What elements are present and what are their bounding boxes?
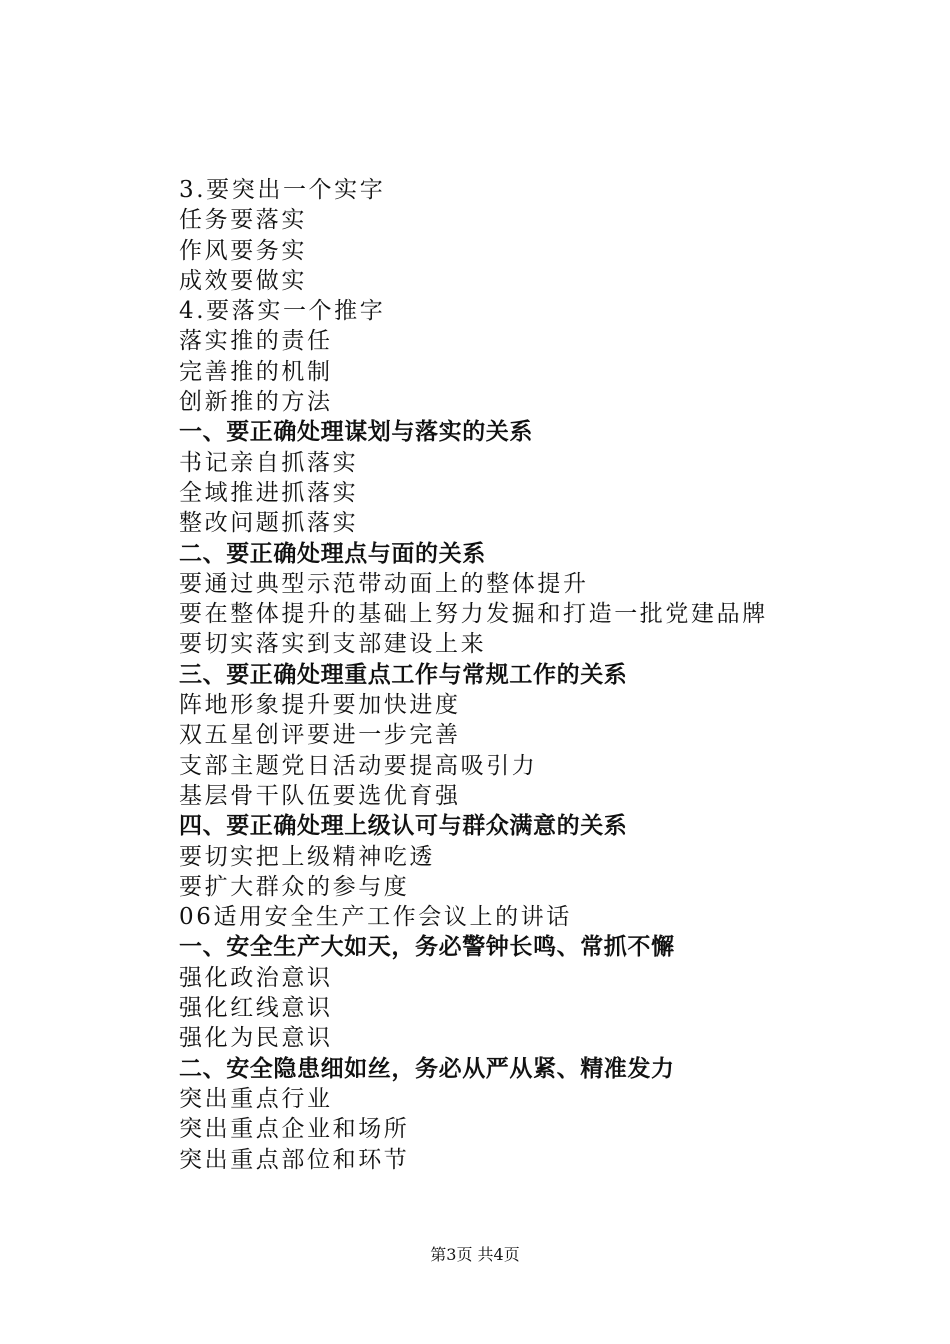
section-heading: 一、安全生产大如天，务必警钟长鸣、常抓不懈 — [179, 934, 675, 961]
text-line: 落实推的责任 — [179, 328, 333, 355]
text-line: 突出重点企业和场所 — [179, 1116, 410, 1143]
text-line: 要切实落实到支部建设上来 — [179, 631, 487, 658]
text-line: 突出重点行业 — [179, 1085, 333, 1112]
text-line: 要通过典型示范带动面上的整体提升 — [179, 570, 589, 597]
text-line: 强化为民意识 — [179, 1025, 333, 1052]
text-line: 整改问题抓落实 — [179, 510, 359, 537]
text-line: 要扩大群众的参与度 — [179, 873, 410, 900]
text-line: 阵地形象提升要加快进度 — [179, 692, 461, 719]
text-line: 任务要落实 — [179, 207, 307, 234]
document-body — [179, 175, 879, 1175]
text-line: 成效要做实 — [179, 267, 307, 294]
text-line: 强化红线意识 — [179, 995, 333, 1022]
text-line: 强化政治意识 — [179, 964, 333, 991]
text-line: 双五星创评要进一步完善 — [179, 722, 461, 749]
text-line: 创新推的方法 — [179, 389, 333, 416]
section-heading: 一、要正确处理谋划与落实的关系 — [179, 419, 533, 446]
section-heading: 三、要正确处理重点工作与常规工作的关系 — [179, 661, 628, 688]
section-heading: 二、安全隐患细如丝，务必从严从紧、精准发力 — [179, 1055, 675, 1082]
text-line: 完善推的机制 — [179, 358, 333, 385]
section-heading: 四、要正确处理上级认可与群众满意的关系 — [179, 813, 628, 840]
text-line: 06适用安全生产工作会议上的讲话 — [179, 904, 572, 931]
text-line: 突出重点部位和环节 — [179, 1146, 410, 1173]
text-line: 3.要突出一个实字 — [179, 177, 386, 203]
text-line: 基层骨干队伍要选优育强 — [179, 782, 461, 809]
page-footer: 第3页 共4页 — [430, 1245, 520, 1264]
text-line: 要在整体提升的基础上努力发掘和打造一批党建品牌 — [179, 601, 768, 628]
text-line: 书记亲自抓落实 — [179, 449, 359, 476]
text-line: 作风要务实 — [179, 237, 307, 264]
text-line: 4.要落实一个推字 — [179, 298, 386, 325]
text-line: 支部主题党日活动要提高吸引力 — [179, 752, 538, 779]
section-heading: 二、要正确处理点与面的关系 — [179, 540, 486, 567]
text-line: 要切实把上级精神吃透 — [179, 843, 435, 870]
text-line: 全域推进抓落实 — [179, 479, 359, 506]
